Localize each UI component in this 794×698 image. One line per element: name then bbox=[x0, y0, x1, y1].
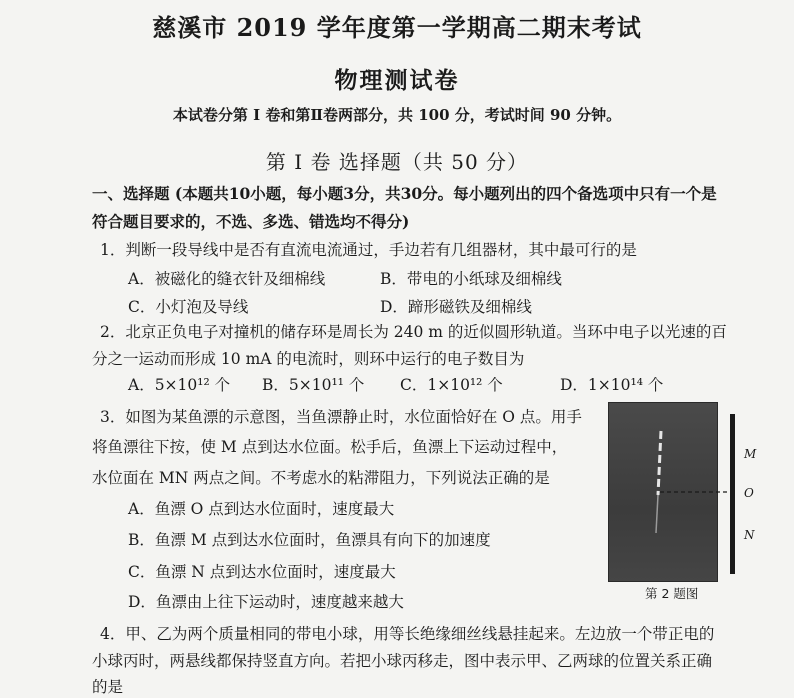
section-intro-line1: 一、选择题 (本题共10小题，每小题3分，共30分。每小题列出的四个备选项中只有一个是 bbox=[92, 184, 717, 203]
q2-stem-line2: 分之一运动而形成 10 mA 的电流时，则环中运行的电子数目为 bbox=[92, 350, 525, 368]
q1-stem: 1．判断一段导线中是否有直流电流通过，手边若有几组器材，其中最可行的是 bbox=[100, 241, 637, 259]
q1-option-a: A．被磁化的缝衣针及细棉线 bbox=[128, 270, 326, 288]
q3-stem-line3: 水位面在 MN 两点之间。不考虑水的粘滞阻力，下列说法正确的是 bbox=[92, 469, 550, 487]
q4-stem-line1: 4．甲、乙为两个质量相同的带电小球，用等长绝缘细丝线悬挂起来。左边放一个带正电的 bbox=[100, 625, 715, 643]
label-n: N bbox=[744, 528, 755, 542]
label-o: O bbox=[744, 486, 754, 500]
q2-option-c: C．1×10¹² 个 bbox=[400, 376, 503, 394]
q2-option-d: D．1×10¹⁴ 个 bbox=[560, 376, 664, 394]
q1-option-b: B．带电的小纸球及细棉线 bbox=[380, 270, 562, 288]
float-scale-bar bbox=[730, 414, 735, 574]
q2-stem-line1: 2．北京正负电子对撞机的储存环是周长为 240 m 的近似圆形轨道。当环中电子以光速的百 bbox=[100, 323, 727, 341]
part-heading: 第 I 卷 选择题（共 50 分） bbox=[265, 150, 529, 174]
q4-stem-line3: 的是 bbox=[92, 678, 124, 696]
label-m: M bbox=[744, 447, 757, 461]
q1-option-c: C．小灯泡及导线 bbox=[128, 298, 249, 316]
q2-option-a: A．5×10¹² 个 bbox=[128, 376, 231, 394]
figure-caption: 第 2 题图 bbox=[645, 586, 699, 601]
q3-option-d: D．鱼漂由上往下运动时，速度越来越大 bbox=[128, 593, 404, 611]
q3-option-c: C．鱼漂 N 点到达水位面时，速度最大 bbox=[128, 563, 396, 581]
q3-option-a: A．鱼漂 O 点到达水位面时，速度最大 bbox=[128, 500, 395, 518]
exam-title: 慈溪市 2019 学年度第一学期高二期末考试 bbox=[152, 13, 642, 42]
q2-option-b: B．5×10¹¹ 个 bbox=[262, 376, 365, 394]
q3-stem-line2: 将鱼漂往下按，使 M 点到达水位面。松手后，鱼漂上下运动过程中， bbox=[92, 438, 568, 456]
section-intro-line2: 符合题目要求的，不选、多选、错选均不得分) bbox=[92, 212, 410, 231]
exam-subtitle: 物理测试卷 bbox=[334, 67, 460, 94]
q3-option-b: B．鱼漂 M 点到达水位面时，鱼漂具有向下的加速度 bbox=[128, 531, 491, 549]
exam-note: 本试卷分第 I 卷和第Ⅱ卷两部分，共 100 分，考试时间 90 分钟。 bbox=[172, 106, 622, 124]
q3-stem-line1: 3．如图为某鱼漂的示意图，当鱼漂静止时，水位面恰好在 O 点。用手 bbox=[100, 408, 582, 426]
q1-option-d: D．蹄形磁铁及细棉线 bbox=[380, 298, 532, 316]
q4-stem-line2: 小球丙时，两悬线都保持竖直方向。若把小球丙移走，图中表示甲、乙两球的位置关系正确 bbox=[92, 652, 713, 670]
